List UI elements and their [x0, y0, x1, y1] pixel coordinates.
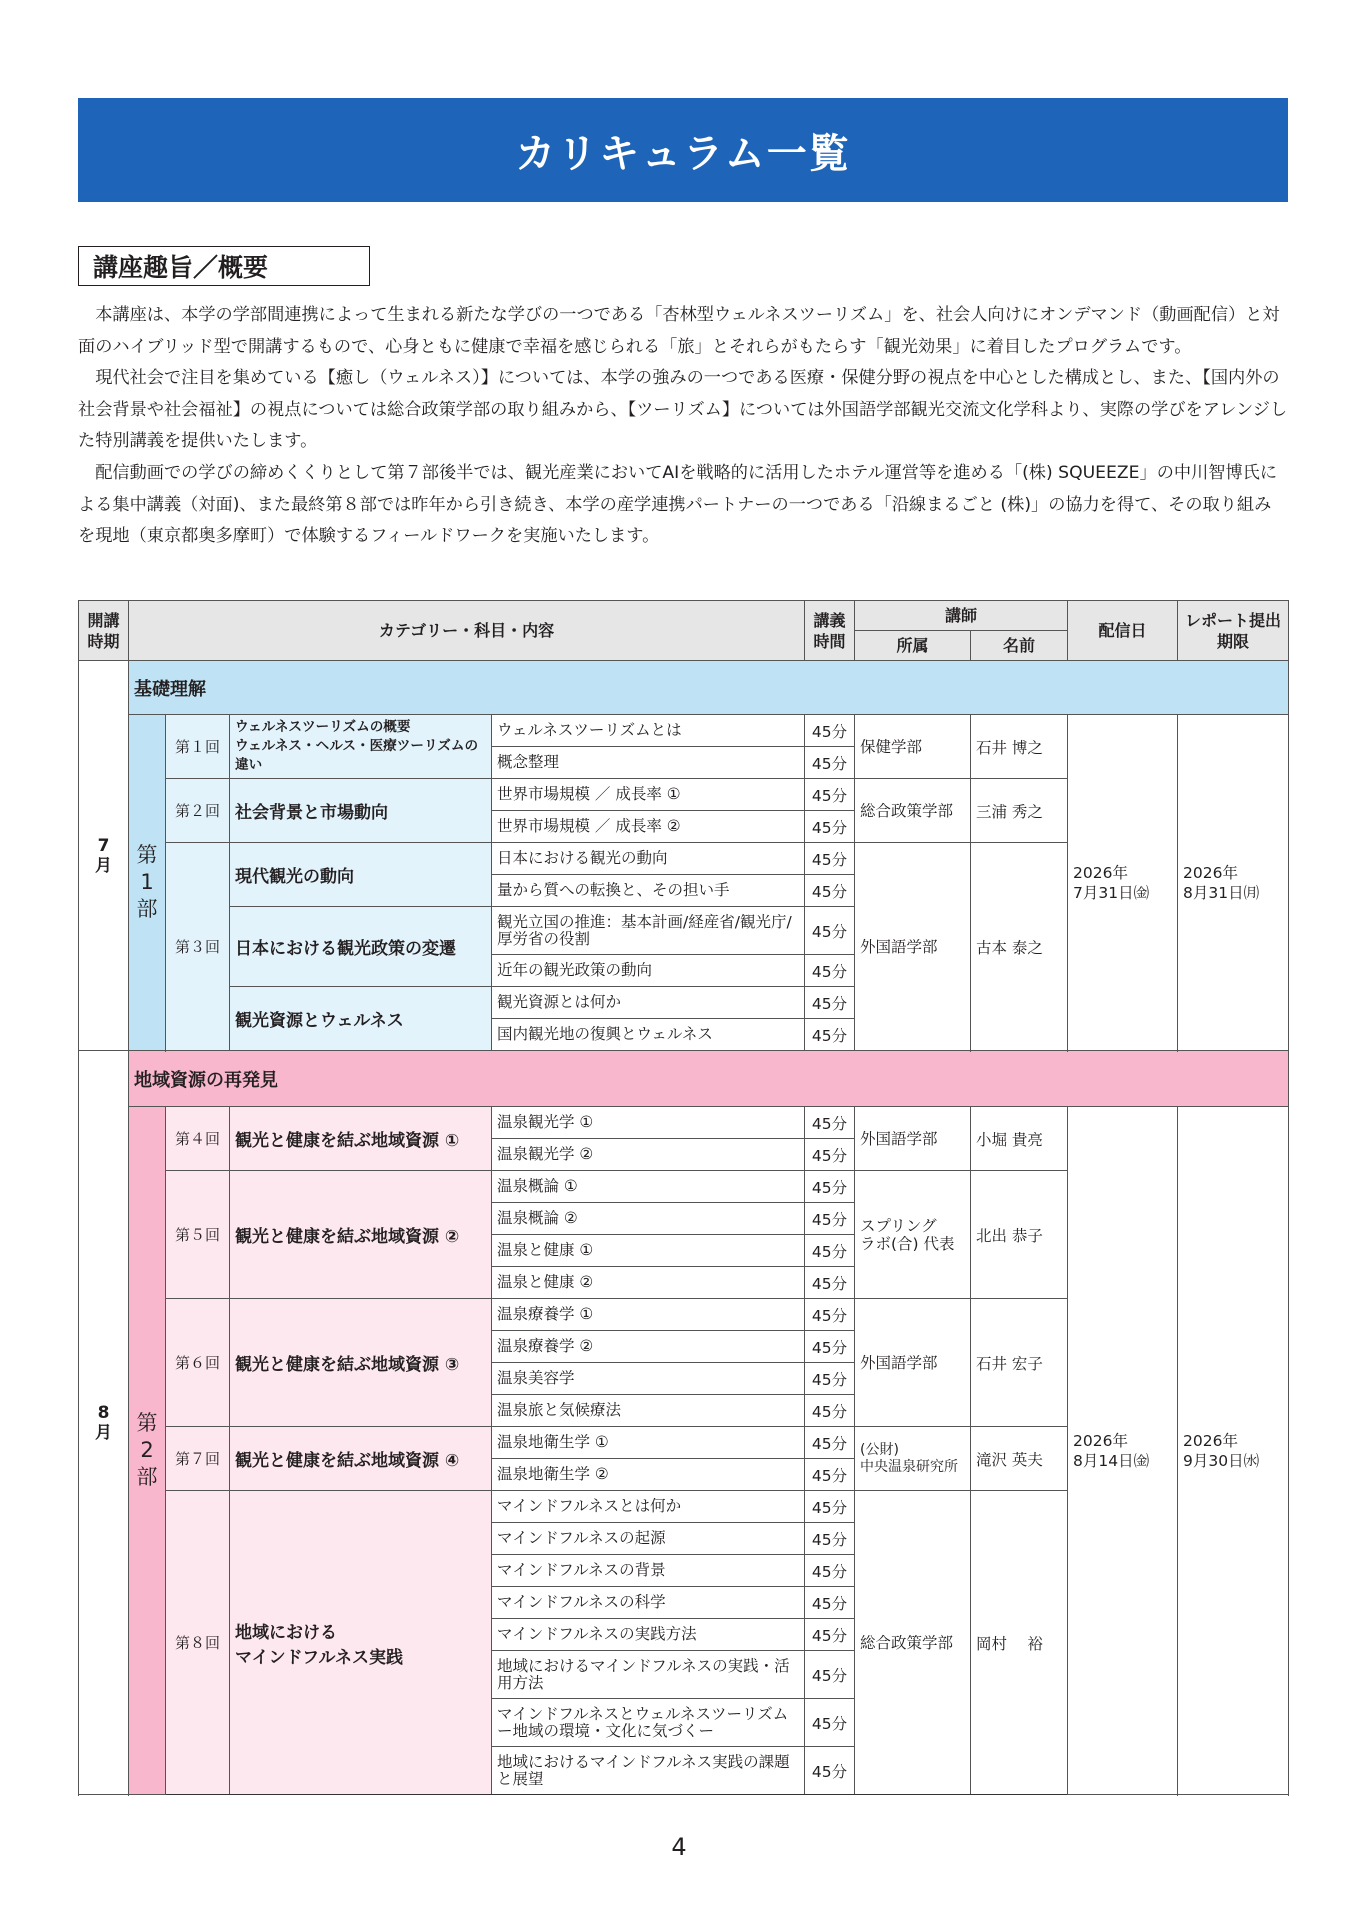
lecture-hours: 45分	[805, 1235, 855, 1267]
lecture-hours: 45分	[805, 1267, 855, 1299]
lecture-hours: 45分	[805, 1523, 855, 1555]
subject: 温泉美容学	[492, 1363, 805, 1395]
header-name: 名前	[971, 631, 1068, 661]
subject: 温泉観光学 ②	[492, 1139, 805, 1171]
subject: 国内観光地の復興とウェルネス	[492, 1019, 805, 1051]
round-1: 第１回	[166, 715, 230, 779]
round-7-topic: 観光と健康を結ぶ地域資源 ④	[230, 1427, 492, 1491]
lecture-hours: 45分	[805, 779, 855, 811]
part-1-label: 第 1 部	[129, 715, 166, 1051]
subject: 温泉療養学 ②	[492, 1331, 805, 1363]
lecture-hours: 45分	[805, 1699, 855, 1747]
round-5: 第５回	[166, 1171, 230, 1299]
curriculum-table	[78, 600, 1289, 1795]
subject: 温泉地衛生学 ②	[492, 1459, 805, 1491]
overview-text	[78, 300, 1288, 553]
lecture-hours: 45分	[805, 907, 855, 955]
lecture-hours: 45分	[805, 1139, 855, 1171]
header-hours: 講義時間	[805, 601, 855, 661]
subject: 温泉概論 ②	[492, 1203, 805, 1235]
delivery-date-part2: 2026年 8月14日㈮	[1068, 1107, 1178, 1795]
lecturer-name: 滝沢 英夫	[971, 1427, 1068, 1491]
report-deadline-part2: 2026年 9月30日㈬	[1178, 1107, 1289, 1795]
subject: 地域におけるマインドフルネスの実践・活用方法	[492, 1651, 805, 1699]
lecturer-name: 岡村 裕	[971, 1491, 1068, 1795]
lecture-hours: 45分	[805, 1107, 855, 1139]
lecture-hours: 45分	[805, 1363, 855, 1395]
category-regional: 地域資源の再発見	[129, 1051, 1289, 1107]
part-2-label: 第 2 部	[129, 1107, 166, 1795]
subject: 観光資源とは何か	[492, 987, 805, 1019]
lecturer-affiliation: 外国語学部	[855, 1299, 971, 1427]
header-affiliation: 所属	[855, 631, 971, 661]
lecture-hours: 45分	[805, 1651, 855, 1699]
subject: 温泉療養学 ①	[492, 1299, 805, 1331]
round-5-topic: 観光と健康を結ぶ地域資源 ②	[230, 1171, 492, 1299]
lecturer-name: 小堀 貴亮	[971, 1107, 1068, 1171]
lecture-hours: 45分	[805, 1491, 855, 1523]
round-4: 第４回	[166, 1107, 230, 1171]
subject: 観光立国の推進：基本計画/経産省/観光庁/厚労省の役割	[492, 907, 805, 955]
subject: マインドフルネスとは何か	[492, 1491, 805, 1523]
round-8: 第８回	[166, 1491, 230, 1795]
lecture-hours: 45分	[805, 1459, 855, 1491]
lecturer-affiliation: スプリング ラボ(合) 代表	[855, 1171, 971, 1299]
lecture-hours: 45分	[805, 1019, 855, 1051]
lecture-hours: 45分	[805, 955, 855, 987]
header-period: 開講時期	[79, 601, 129, 661]
page-number: 4	[671, 1833, 687, 1861]
lecture-hours: 45分	[805, 1171, 855, 1203]
lecturer-name: 石井 宏子	[971, 1299, 1068, 1427]
header-lecturer: 講師	[855, 601, 1068, 631]
subject: 概念整理	[492, 747, 805, 779]
page-title-banner	[78, 98, 1288, 202]
round-3-topic: 日本における観光政策の変遷	[230, 907, 492, 987]
lecture-hours: 45分	[805, 747, 855, 779]
header-category: カテゴリー・科目・内容	[129, 601, 805, 661]
lecturer-name: 古本 泰之	[971, 843, 1068, 1051]
subject: 温泉概論 ①	[492, 1171, 805, 1203]
subject: 温泉観光学 ①	[492, 1107, 805, 1139]
overview-paragraph-2: 現代社会で注目を集めている【癒し（ウェルネス）】については、本学の強みの一つである医療・保健分野の視点を中心とした構成とし、また、【国内外の社会背景や社会福祉】の視点については総合政策学部の取り組みから、【ツーリズム】については外国語学部観光交流文化学科より、実際の学びをアレンジした特別講義を提供いたします。	[78, 368, 1288, 452]
subject: マインドフルネスの背景	[492, 1555, 805, 1587]
lecture-hours: 45分	[805, 1299, 855, 1331]
section-heading: 講座趣旨／概要	[78, 246, 370, 286]
lecturer-name: 石井 博之	[971, 715, 1068, 779]
category-basic: 基礎理解	[129, 661, 1289, 715]
subject: 温泉と健康 ①	[492, 1235, 805, 1267]
lecture-hours: 45分	[805, 811, 855, 843]
round-8-topic: 地域における マインドフルネス実践	[230, 1491, 492, 1795]
round-2: 第２回	[166, 779, 230, 843]
lecturer-affiliation: 外国語学部	[855, 1107, 971, 1171]
subject: 地域におけるマインドフルネス実践の課題と展望	[492, 1747, 805, 1795]
lecturer-name: 三浦 秀之	[971, 779, 1068, 843]
subject: ウェルネスツーリズムとは	[492, 715, 805, 747]
lecture-hours: 45分	[805, 1427, 855, 1459]
period-august: 8 月	[79, 1051, 129, 1795]
page-title: カリキュラム一覧	[515, 130, 851, 177]
lecture-hours: 45分	[805, 875, 855, 907]
round-1-topic: ウェルネスツーリズムの概要 ウェルネス・ヘルス・医療ツーリズムの違い	[230, 715, 492, 779]
lecture-hours: 45分	[805, 987, 855, 1019]
round-3: 第３回	[166, 843, 230, 1051]
overview-paragraph-3: 配信動画での学びの締めくくりとして第７部後半では、観光産業においてAIを戦略的に活用したホテル運営等を進める「(株) SQUEEZE」の中川智博氏による集中講義（対面)、また最終第８部では昨年から引き続き、本学の産学連携パートナーの一つである「沿線まるごと (株)」の協力を得て、その取り組みを現地（東京都奥多摩町）で体験するフィールドワークを実施いたします。	[78, 462, 1278, 547]
subject: 温泉旅と気候療法	[492, 1395, 805, 1427]
subject: 温泉地衛生学 ①	[492, 1427, 805, 1459]
lecture-hours: 45分	[805, 1587, 855, 1619]
subject: マインドフルネスの実践方法	[492, 1619, 805, 1651]
subject: マインドフルネスの起源	[492, 1523, 805, 1555]
lecture-hours: 45分	[805, 1555, 855, 1587]
round-3-topic: 現代観光の動向	[230, 843, 492, 907]
subject: 世界市場規模 ／ 成長率 ②	[492, 811, 805, 843]
subject: 量から質への転換と、その担い手	[492, 875, 805, 907]
subject: マインドフルネスとウェルネスツーリズム ー地域の環境・文化に気づくー	[492, 1699, 805, 1747]
lecture-hours: 45分	[805, 1203, 855, 1235]
overview-paragraph-1: 本講座は、本学の学部間連携によって生まれる新たな学びの一つである「杏林型ウェルネスツーリズム」を、社会人向けにオンデマンド（動画配信）と対面のハイブリッド型で開講するもので、心身ともに健康で幸福を感じられる「旅」とそれらがもたらす「観光効果」に着目したプログラムです。	[78, 305, 1280, 357]
subject: 世界市場規模 ／ 成長率 ①	[492, 779, 805, 811]
lecture-hours: 45分	[805, 715, 855, 747]
header-report: レポート提出期限	[1178, 601, 1289, 661]
subject: 近年の観光政策の動向	[492, 955, 805, 987]
lecturer-affiliation: (公財) 中央温泉研究所	[855, 1427, 971, 1491]
round-6-topic: 観光と健康を結ぶ地域資源 ③	[230, 1299, 492, 1427]
header-delivery: 配信日	[1068, 601, 1178, 661]
round-3-topic: 観光資源とウェルネス	[230, 987, 492, 1051]
lecture-hours: 45分	[805, 1619, 855, 1651]
round-6: 第６回	[166, 1299, 230, 1427]
round-7: 第７回	[166, 1427, 230, 1491]
lecturer-affiliation: 総合政策学部	[855, 779, 971, 843]
report-deadline-part1: 2026年 8月31日㈪	[1178, 715, 1289, 1051]
lecture-hours: 45分	[805, 843, 855, 875]
lecture-hours: 45分	[805, 1331, 855, 1363]
period-july: 7 月	[79, 661, 129, 1051]
round-4-topic: 観光と健康を結ぶ地域資源 ①	[230, 1107, 492, 1171]
lecturer-affiliation: 保健学部	[855, 715, 971, 779]
lecturer-affiliation: 外国語学部	[855, 843, 971, 1051]
delivery-date-part1: 2026年 7月31日㈮	[1068, 715, 1178, 1051]
subject: 日本における観光の動向	[492, 843, 805, 875]
subject: マインドフルネスの科学	[492, 1587, 805, 1619]
lecturer-affiliation: 総合政策学部	[855, 1491, 971, 1795]
round-2-topic: 社会背景と市場動向	[230, 779, 492, 843]
lecture-hours: 45分	[805, 1747, 855, 1795]
subject: 温泉と健康 ②	[492, 1267, 805, 1299]
lecturer-name: 北出 恭子	[971, 1171, 1068, 1299]
lecture-hours: 45分	[805, 1395, 855, 1427]
